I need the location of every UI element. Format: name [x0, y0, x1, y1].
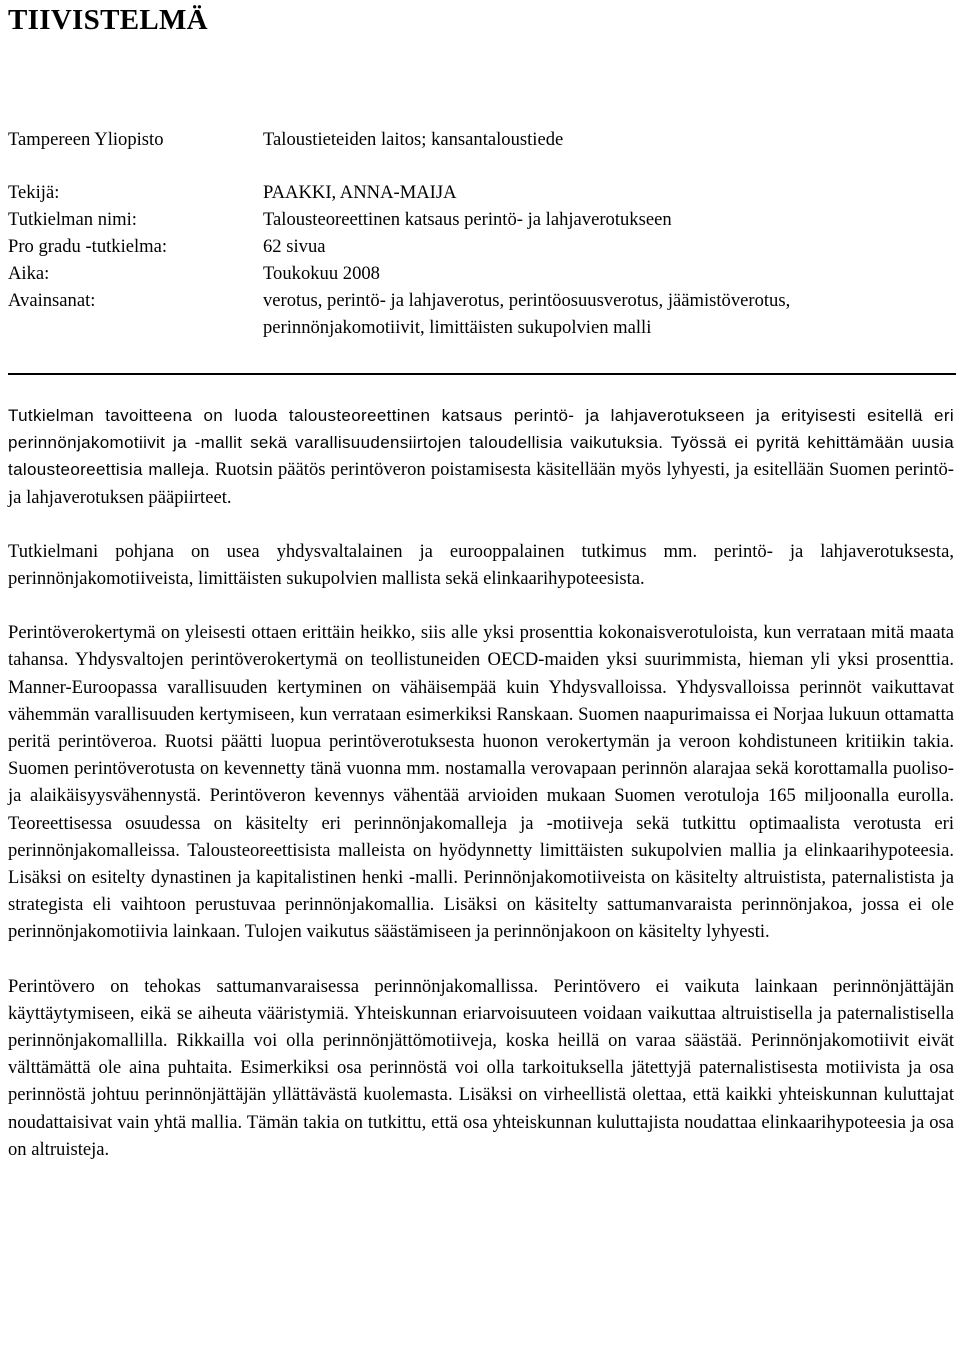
department-name: Taloustieteiden laitos; kansantaloustiede: [263, 129, 564, 150]
thesis-name-value: Talousteoreettinen katsaus perintö- ja lahjaverotukseen: [263, 209, 672, 230]
pages-value: 62 sivua: [263, 236, 326, 257]
keywords-label: Avainsanat:: [8, 290, 96, 311]
abstract-paragraph-1: [8, 402, 954, 511]
abstract-paragraph-1-rest: Ruotsin päätös perintöveron poistamisesta käsitellään myös lyhyesti, ja esitellään Suomen perintö- ja lahjaverotuksen pääpiirteet.: [8, 459, 954, 508]
date-value: Toukokuu 2008: [263, 263, 380, 284]
abstract-paragraph-3: Perintöverokertymä on yleisesti ottaen erittäin heikko, siis alle yksi prosenttia kokonaisverotuloista, kun verrataan mitä maata tahansa. Yhdysvaltojen perintöverokertymä on teollistuneiden OECD-maiden yksi suurimmista, hieman yli yksi prosenttia. Manner-Euroopassa varallisuuden kertyminen on vähäisempää kuin Yhdysvalloissa. Yhdysvalloissa perinnöt vaikuttavat vähemmän varallisuuden kertymiseen, kun verrataan esimerkiksi Ranskaan. Suomen naapurimaissa ei Norjaa lukuun ottamatta peritä perintöveroa. Ruotsi päätti luopua perintöverotuksesta huonon verokertymän ja veroon kohdistuneen kritiikin takia. Suomen perintöverotusta on kevennetty tänä vuonna mm. nostamalla verovapaan perinnön alarajaa sekä korottamalla puoliso- ja alaikäisyysvähennystä. Perintöveron kevennys vähentää arvioiden mukaan Suomen verotuloja 165 miljoonalla eurolla. Teoreettisessa osuudessa on käsitelty eri perinnönjakomalleja ja -motiiveja sekä tutkittu optimaalista verotusta eri perinnönjakomalleissa. Talousteoreettisista malleista on hyödynnetty limittäisten sukupolvien mallia ja elinkaarihypoteesia. Lisäksi on esitelty dynastinen ja kapitalistinen henki -malli. Perinnönjakomotiiveista on käsitelty altruistista, paternalistista ja strategista eli vaihtoon perustuvaa perinnönjakomallia. Lisäksi on käsitelty sattumanvaraista perinnönjakoa, jossa ei ole perinnönjakomotiivia lainkaan. Tulojen vaikutus säästämiseen ja perinnönjakoon on käsitelty lyhyesti.: [8, 622, 954, 943]
author-row: [8, 180, 956, 207]
author-value: PAAKKI, ANNA-MAIJA: [263, 182, 457, 203]
section-divider: [8, 373, 956, 375]
author-label: Tekijä:: [8, 182, 60, 203]
university-row: [8, 127, 956, 154]
pages-label: Pro gradu -tutkielma:: [8, 236, 168, 257]
keywords-row: [8, 288, 956, 341]
date-label: Aika:: [8, 263, 50, 284]
keywords-value: verotus, perintö- ja lahjaverotus, perintöosuusverotus, jäämistöverotus, perinnönjakomotiivit, limittäisten sukupolvien malli: [263, 290, 791, 338]
university-name: Tampereen Yliopisto: [8, 129, 164, 150]
pages-row: [8, 234, 956, 261]
date-row: [8, 261, 956, 288]
page-title: TIIVISTELMÄ: [8, 4, 208, 36]
abstract-paragraph-2: Tutkielmani pohjana on usea yhdysvaltalainen ja eurooppalainen tutkimus mm. perintö- ja lahjaverotuksesta, perinnönjakomotiiveista, limittäisten sukupolvien mallista sekä elinkaarihypoteesista.: [8, 540, 954, 590]
abstract-paragraph-1-intro: Tutkielman tavoitteena on luoda talousteoreettinen katsaus perintö- ja lahjaverotukseen ja erityisesti esitellä eri perinnönjakomotiivit ja -mallit sekä varallisuudensiirtojen taloudellisia vaikutuksia. Työssä ei pyritä kehittämään uusia talousteoreettisia malleja.: [8, 406, 954, 480]
thesis-name-label: Tutkielman nimi:: [8, 209, 137, 230]
thesis-name-row: [8, 207, 956, 234]
abstract-paragraph-4: Perintövero on tehokas sattumanvaraisessa perinnönjakomallissa. Perintövero ei vaikuta lainkaan perinnönjättäjän käyttäytymiseen, eikä se aiheuta vääristymiä. Yhteiskunnan eriarvoisuuteen voidaan vaikuttaa altruistisella ja paternalistisella perinnönjakomallilla. Rikkailla voi olla perinnönjättömotiiveja, koska heillä on varaa säästää. Perinnönjakomotiivit eivät välttämättä ole aina puhtaita. Esimerkiksi osa perinnöstä voi olla tarkoituksella jätettyjä paternalistisesta motiivista ja osa perinnöstä johtuu perinnönjättäjän yllättävästä kuolemasta. Lisäksi on virheellistä olettaa, että kaikki yhteiskunnan kuluttajat noudattaisivat vain yhtä mallia. Tämän takia on tutkittu, että osa yhteiskunnan kuluttajista noudattaa elinkaarihypoteesia ja osa on altruisteja.: [8, 975, 954, 1160]
abstract-body: [8, 402, 954, 1163]
